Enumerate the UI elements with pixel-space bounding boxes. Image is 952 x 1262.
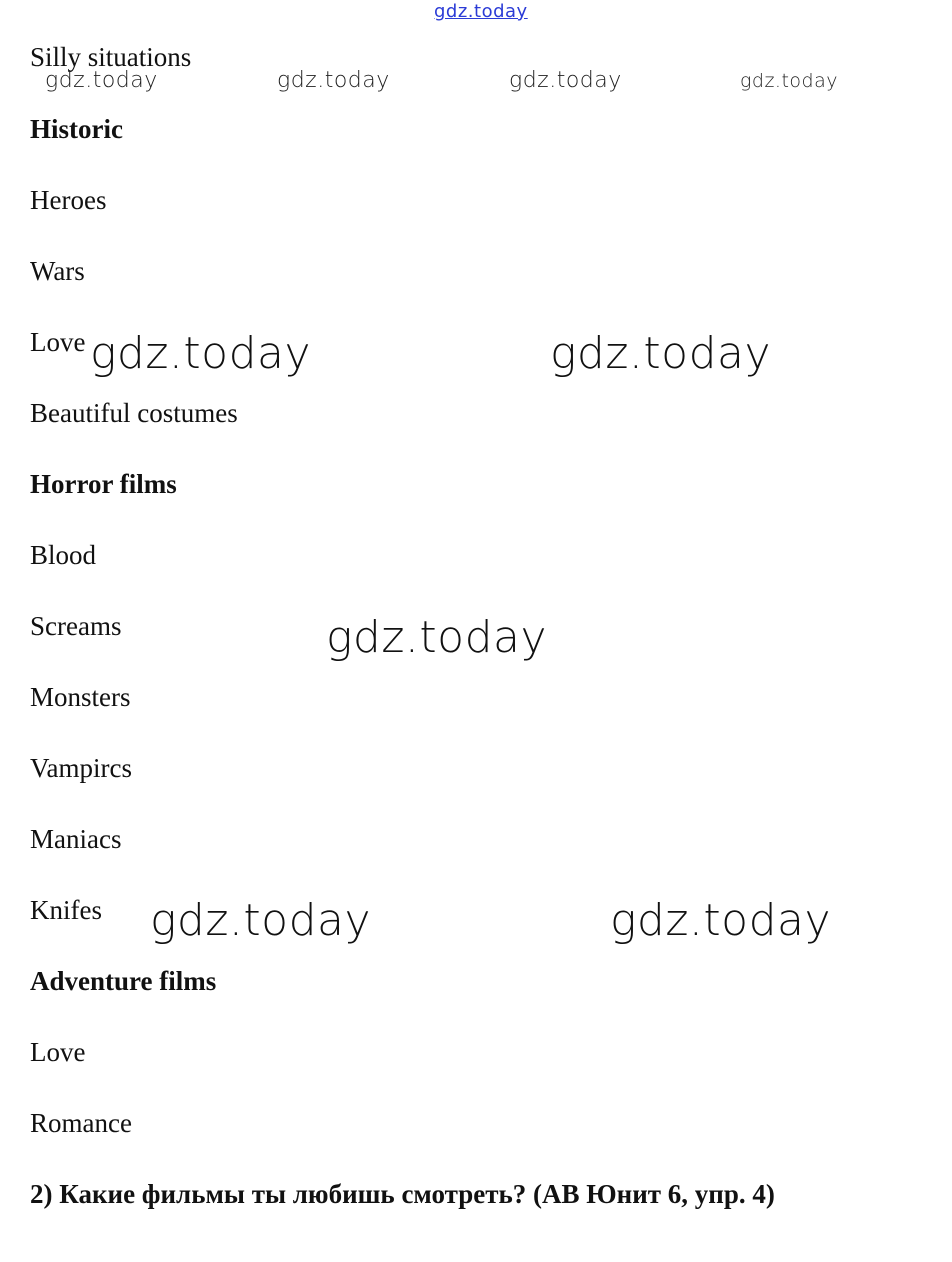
term-love: Love — [30, 327, 86, 357]
watermark-text: gdz.today — [509, 68, 622, 93]
term-vampircs: Vampircs — [30, 753, 132, 783]
heading-historic: Historic — [30, 114, 123, 144]
watermark-text: gdz.today — [740, 70, 838, 92]
term-romance: Romance — [30, 1108, 132, 1138]
term-heroes: Heroes — [30, 185, 107, 215]
term-knifes: Knifes — [30, 895, 102, 925]
watermark-text: gdz.today — [610, 895, 832, 946]
term-screams: Screams — [30, 611, 122, 641]
term-monsters: Monsters — [30, 682, 131, 712]
term-blood: Blood — [30, 540, 97, 570]
watermark-link[interactable]: gdz.today — [434, 1, 528, 22]
question-heading: 2) Какие фильмы ты любишь смотреть? (AB Юнит 6, упр. 4) — [30, 1179, 775, 1209]
watermark-text: gdz.today — [550, 328, 772, 379]
term-maniacs: Maniacs — [30, 824, 122, 854]
term-silly-situations: Silly situations — [30, 42, 192, 72]
watermark-text: gdz.today — [150, 895, 372, 946]
watermark-text: gdz.today — [326, 612, 548, 663]
term-love-adventure: Love — [30, 1037, 86, 1067]
heading-adventure-films: Adventure films — [30, 966, 217, 996]
watermark-text: gdz.today — [277, 68, 390, 93]
watermark-text: gdz.today — [45, 68, 158, 93]
watermark-text: gdz.today — [90, 328, 312, 379]
term-wars: Wars — [30, 256, 85, 286]
term-beautiful-costumes: Beautiful costumes — [30, 398, 238, 428]
heading-horror-films: Horror films — [30, 469, 177, 499]
